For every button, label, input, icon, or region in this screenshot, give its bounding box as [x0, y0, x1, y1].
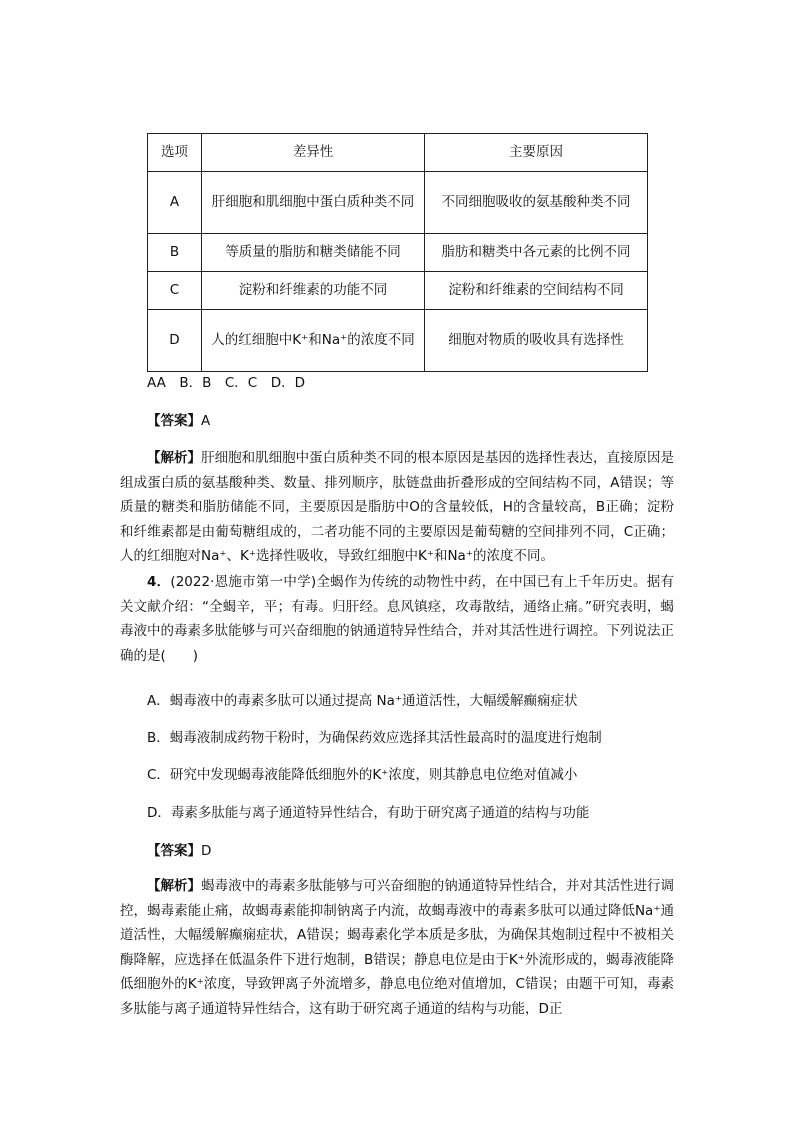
options-table: [147, 133, 648, 372]
table-row: [148, 234, 648, 272]
q4-answer: [120, 843, 660, 860]
table-header-row: [148, 134, 648, 172]
table-header-cell: 差异性: [202, 134, 425, 172]
q4-analysis-text: 蝎毒液中的毒素多肽能够与可兴奋细胞的钠通道特异性结合，并对其活性进行调控，蝎毒素能止痛，故蝎毒素能抑制钠离子内流，故蝎毒液中的毒素多肽可以通过降低Na⁺通道活性，大幅缓解癫痫症状，A错误；蝎毒素化学本质是多肽，为确保其炮制过程中不被相关酶降解，应选择在低温条件下进行炮制，B错误；静息电位是由于K⁺外流形成的，蝎毒液能降低细胞外的K⁺浓度，导致钾离子外流增多，静息电位绝对值增加，C错误；由题干可知，毒素多肽能与离子通道特异性结合，这有助于研究离子通道的结构与功能，D正: [120, 878, 675, 1017]
q4-stem: [120, 570, 674, 668]
q3-answer-label: 【答案】: [147, 413, 201, 429]
q4-number: 4．: [147, 574, 171, 590]
table-row: [148, 310, 648, 372]
q3-answer: [120, 413, 660, 430]
q4-option-d: D．毒素多肽能与离子通道特异性结合，有助于研究离子通道的结构与功能: [147, 805, 590, 821]
table-cell-option: B: [148, 234, 202, 272]
table-cell-difference: 人的红细胞中K⁺和Na⁺的浓度不同: [202, 310, 425, 372]
q4-stem-text: (2022·恩施市第一中学)全蝎作为传统的动物性中药，在中国已有上千年历史。据有关文献介绍：“全蝎辛，平；有毒。归肝经。息风镇痉，攻毒散结，通络止痛。”研究表明，蝎毒液中的毒素多肽能够与可兴奋细胞的钠通道特异性结合，并对其活性进行调控。下列说法正确的是( ): [120, 574, 674, 664]
q4-option-b: B．蝎毒液制成药物干粉时，为确保药效应选择其活性最高时的温度进行炮制: [147, 730, 602, 746]
table-header-cell: 主要原因: [425, 134, 648, 172]
table-header-cell: 选项: [148, 134, 202, 172]
table-row: [148, 172, 648, 234]
q3-analysis: [120, 446, 674, 569]
table-cell-option: A: [148, 172, 202, 234]
q3-analysis-label: 【解析】: [147, 450, 202, 466]
q4-analysis: [120, 874, 674, 1022]
q3-answer-value: A: [201, 413, 211, 429]
q4-answer-label: 【答案】: [147, 843, 201, 859]
table-cell-reason: 脂肪和糖类中各元素的比例不同: [425, 234, 648, 272]
table-cell-option: C: [148, 272, 202, 310]
table-cell-option: D: [148, 310, 202, 372]
table-cell-reason: 细胞对物质的吸收具有选择性: [425, 310, 648, 372]
q4-answer-value: D: [201, 843, 212, 859]
table-cell-reason: 淀粉和纤维素的空间结构不同: [425, 272, 648, 310]
q3-choices-line: AA B．B C．C D．D: [147, 375, 306, 391]
q4-option-a: A．蝎毒液中的毒素多肽可以通过提高 Na⁺通道活性，大幅缓解癫痫症状: [147, 693, 578, 709]
table-cell-difference: 肝细胞和肌细胞中蛋白质种类不同: [202, 172, 425, 234]
q4-analysis-label: 【解析】: [147, 878, 202, 894]
q4-option-c: C．研究中发现蝎毒液能降低细胞外的K⁺浓度，则其静息电位绝对值减小: [147, 767, 578, 783]
table-cell-difference: 淀粉和纤维素的功能不同: [202, 272, 425, 310]
q3-analysis-text: 肝细胞和肌细胞中蛋白质种类不同的根本原因是基因的选择性表达，直接原因是组成蛋白质的氨基酸种类、数量、排列顺序，肽链盘曲折叠形成的空间结构不同，A错误；等质量的糖类和脂肪储能不同，主要原因是脂肪中O的含量较低，H的含量较高，B正确；淀粉和纤维素都是由葡萄糖组成的，二者功能不同的主要原因是葡萄糖的空间排列不同，C正确；人的红细胞对Na⁺、K⁺选择性吸收，导致红细胞中K⁺和Na⁺的浓度不同。: [120, 450, 675, 565]
table-cell-reason: 不同细胞吸收的氨基酸种类不同: [425, 172, 648, 234]
table-cell-difference: 等质量的脂肪和糖类储能不同: [202, 234, 425, 272]
table-row: [148, 272, 648, 310]
